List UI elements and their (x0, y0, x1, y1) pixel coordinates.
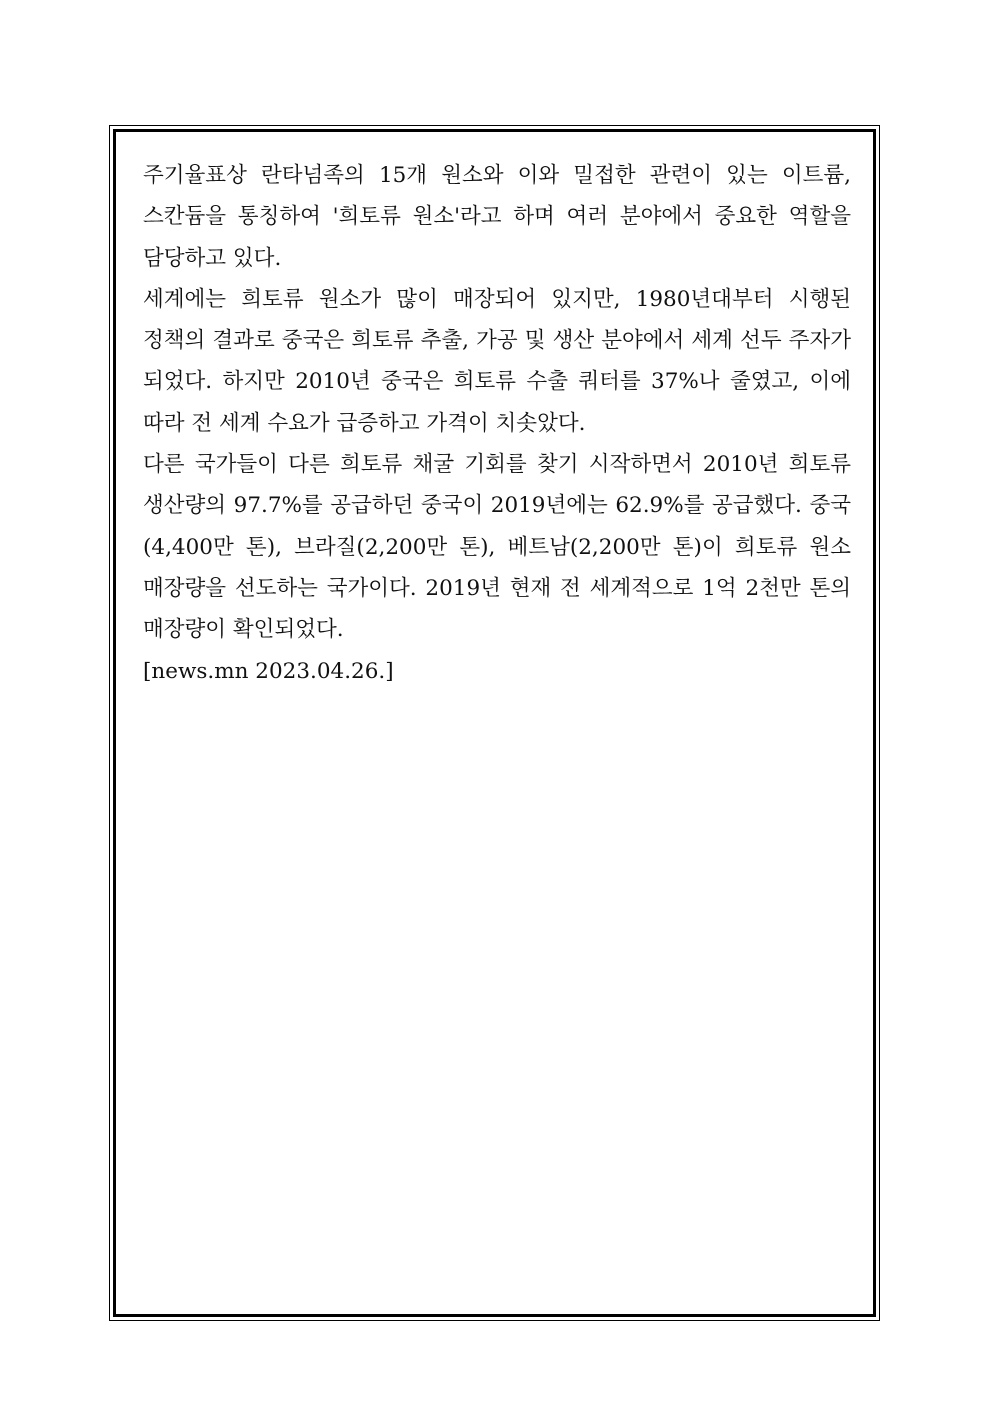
paragraph-global-reserves: 다른 국가들이 다른 희토류 채굴 기회를 찾기 시작하면서 2010년 희토류 생산량의 97.7%를 공급하던 중국이 2019년에는 62.9%를 공급했다. 중국(4,400만 톤), 브라질(2,200만 톤), 베트남(2,200만 톤)이 희토류 원소 매장량을 선도하는 국가이다. 2019년 현재 전 세계적으로 1억 2천만 톤의 매장량이 확인되었다. (143, 452, 851, 643)
article-body (143, 155, 851, 692)
source-citation: [news.mn 2023.04.26.] (143, 658, 394, 684)
paragraph-china-production: 세계에는 희토류 원소가 많이 매장되어 있지만, 1980년대부터 시행된 정책의 결과로 중국은 희토류 추출, 가공 및 생산 분야에서 세계 선두 주자가 되었다. 하지만 2010년 중국은 희토류 수출 쿼터를 37%나 줄였고, 이에 따라 전 세계 수요가 급증하고 가격이 치솟았다. (143, 286, 851, 436)
paragraph-rare-earth-definition: 주기율표상 란타넘족의 15개 원소와 이와 밀접한 관련이 있는 이트륨, 스칸듐을 통칭하여 '희토류 원소'라고 하며 여러 분야에서 중요한 역할을 담당하고 있다. (143, 163, 851, 271)
